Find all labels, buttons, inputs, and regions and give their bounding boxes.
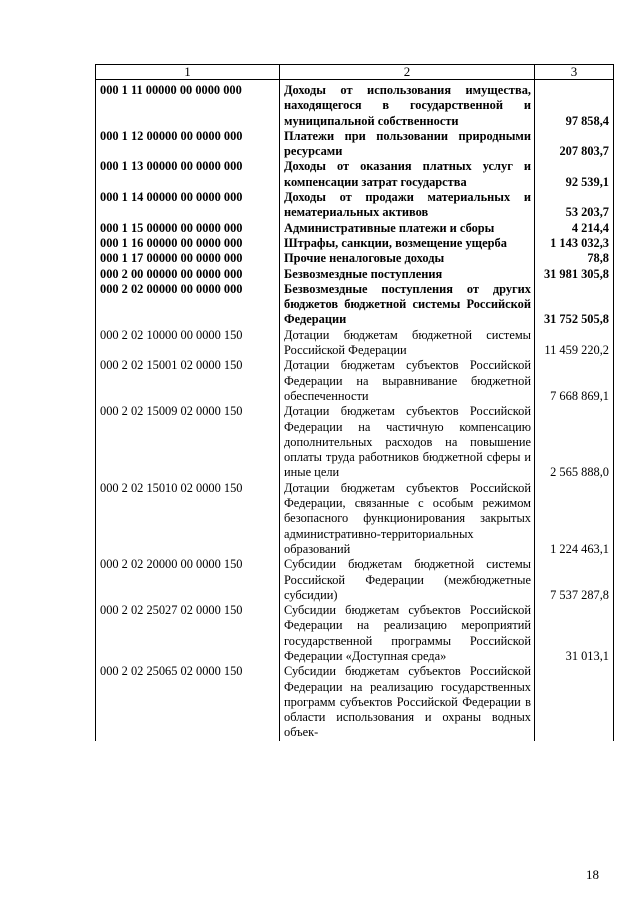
table-body bbox=[96, 80, 614, 741]
amount-cell: 11 459 220,2 bbox=[535, 328, 614, 359]
amount-cell: 1 143 032,3 bbox=[535, 236, 614, 251]
revenue-name-cell: Доходы от использования имущества, находящегося в государственной и муниципальной собственности bbox=[280, 80, 535, 129]
revenue-name-cell: Платежи при пользовании природными ресурсами bbox=[280, 129, 535, 160]
table-header bbox=[96, 65, 614, 80]
table-row bbox=[96, 282, 614, 328]
table-row bbox=[96, 267, 614, 282]
revenue-name-cell: Субсидии бюджетам субъектов Российской Федерации на реализацию мероприятий государственной программы Российской Федерации «Доступная среда» bbox=[280, 603, 535, 664]
column-header-3: 3 bbox=[535, 65, 614, 80]
amount-cell: 31 981 305,8 bbox=[535, 267, 614, 282]
amount-cell bbox=[535, 664, 614, 740]
amount-cell: 78,8 bbox=[535, 251, 614, 266]
amount-cell: 4 214,4 bbox=[535, 221, 614, 236]
revenue-name-cell: Прочие неналоговые доходы bbox=[280, 251, 535, 266]
table-row bbox=[96, 221, 614, 236]
column-header-1: 1 bbox=[96, 65, 280, 80]
budget-code-cell: 000 2 02 15009 02 0000 150 bbox=[96, 404, 280, 480]
revenue-name-cell: Дотации бюджетам субъектов Российской Федерации на частичную компенсацию дополнительных расходов на повышение оплаты труда работников бюджетной сферы и иные цели bbox=[280, 404, 535, 480]
amount-cell: 97 858,4 bbox=[535, 80, 614, 129]
column-header-2: 2 bbox=[280, 65, 535, 80]
revenue-name-cell: Субсидии бюджетам бюджетной системы Российской Федерации (межбюджетные субсидии) bbox=[280, 557, 535, 603]
table-row bbox=[96, 328, 614, 359]
revenue-name-cell: Дотации бюджетам бюджетной системы Российской Федерации bbox=[280, 328, 535, 359]
amount-cell: 207 803,7 bbox=[535, 129, 614, 160]
amount-cell: 7 537 287,8 bbox=[535, 557, 614, 603]
page-number: 18 bbox=[586, 867, 599, 882]
amount-cell: 31 752 505,8 bbox=[535, 282, 614, 328]
revenue-name-cell: Доходы от оказания платных услуг и компенсации затрат государства bbox=[280, 159, 535, 190]
table-row bbox=[96, 190, 614, 221]
budget-code-cell: 000 1 12 00000 00 0000 000 bbox=[96, 129, 280, 160]
budget-code-cell: 000 2 02 25027 02 0000 150 bbox=[96, 603, 280, 664]
amount-cell: 2 565 888,0 bbox=[535, 404, 614, 480]
header-row bbox=[96, 65, 614, 80]
amount-cell: 7 668 869,1 bbox=[535, 358, 614, 404]
revenue-name-cell: Дотации бюджетам субъектов Российской Федерации на выравнивание бюджетной обеспеченности bbox=[280, 358, 535, 404]
budget-code-cell: 000 1 14 00000 00 0000 000 bbox=[96, 190, 280, 221]
table-row bbox=[96, 159, 614, 190]
amount-cell: 31 013,1 bbox=[535, 603, 614, 664]
budget-code-cell: 000 1 16 00000 00 0000 000 bbox=[96, 236, 280, 251]
table-row bbox=[96, 80, 614, 129]
budget-code-cell: 000 2 00 00000 00 0000 000 bbox=[96, 267, 280, 282]
revenue-name-cell: Дотации бюджетам субъектов Российской Федерации, связанные с особым режимом безопасного функционирования закрытых административно-территориальных образований bbox=[280, 481, 535, 557]
amount-cell: 92 539,1 bbox=[535, 159, 614, 190]
budget-code-cell: 000 1 13 00000 00 0000 000 bbox=[96, 159, 280, 190]
revenue-name-cell: Безвозмездные поступления bbox=[280, 267, 535, 282]
table-row bbox=[96, 664, 614, 740]
budget-code-cell: 000 1 15 00000 00 0000 000 bbox=[96, 221, 280, 236]
amount-cell: 1 224 463,1 bbox=[535, 481, 614, 557]
table-row bbox=[96, 557, 614, 603]
table-row bbox=[96, 251, 614, 266]
revenue-name-cell: Штрафы, санкции, возмещение ущерба bbox=[280, 236, 535, 251]
table-row bbox=[96, 358, 614, 404]
budget-code-cell: 000 1 17 00000 00 0000 000 bbox=[96, 251, 280, 266]
budget-code-cell: 000 2 02 25065 02 0000 150 bbox=[96, 664, 280, 740]
amount-cell: 53 203,7 bbox=[535, 190, 614, 221]
table-row bbox=[96, 481, 614, 557]
table-row bbox=[96, 404, 614, 480]
budget-revenue-table-page bbox=[95, 64, 613, 741]
budget-code-cell: 000 2 02 15010 02 0000 150 bbox=[96, 481, 280, 557]
revenue-name-cell: Административные платежи и сборы bbox=[280, 221, 535, 236]
budget-code-cell: 000 2 02 10000 00 0000 150 bbox=[96, 328, 280, 359]
budget-code-cell: 000 2 02 20000 00 0000 150 bbox=[96, 557, 280, 603]
table-row bbox=[96, 603, 614, 664]
table-row bbox=[96, 129, 614, 160]
revenue-name-cell: Доходы от продажи материальных и нематериальных активов bbox=[280, 190, 535, 221]
budget-code-cell: 000 2 02 15001 02 0000 150 bbox=[96, 358, 280, 404]
revenue-name-cell: Субсидии бюджетам субъектов Российской Федерации на реализацию государственных программ субъектов Российской Федерации в области использования и охраны водных объек- bbox=[280, 664, 535, 740]
budget-revenue-table bbox=[95, 64, 614, 741]
budget-code-cell: 000 2 02 00000 00 0000 000 bbox=[96, 282, 280, 328]
table-row bbox=[96, 236, 614, 251]
revenue-name-cell: Безвозмездные поступления от других бюджетов бюджетной системы Российской Федерации bbox=[280, 282, 535, 328]
budget-code-cell: 000 1 11 00000 00 0000 000 bbox=[96, 80, 280, 129]
